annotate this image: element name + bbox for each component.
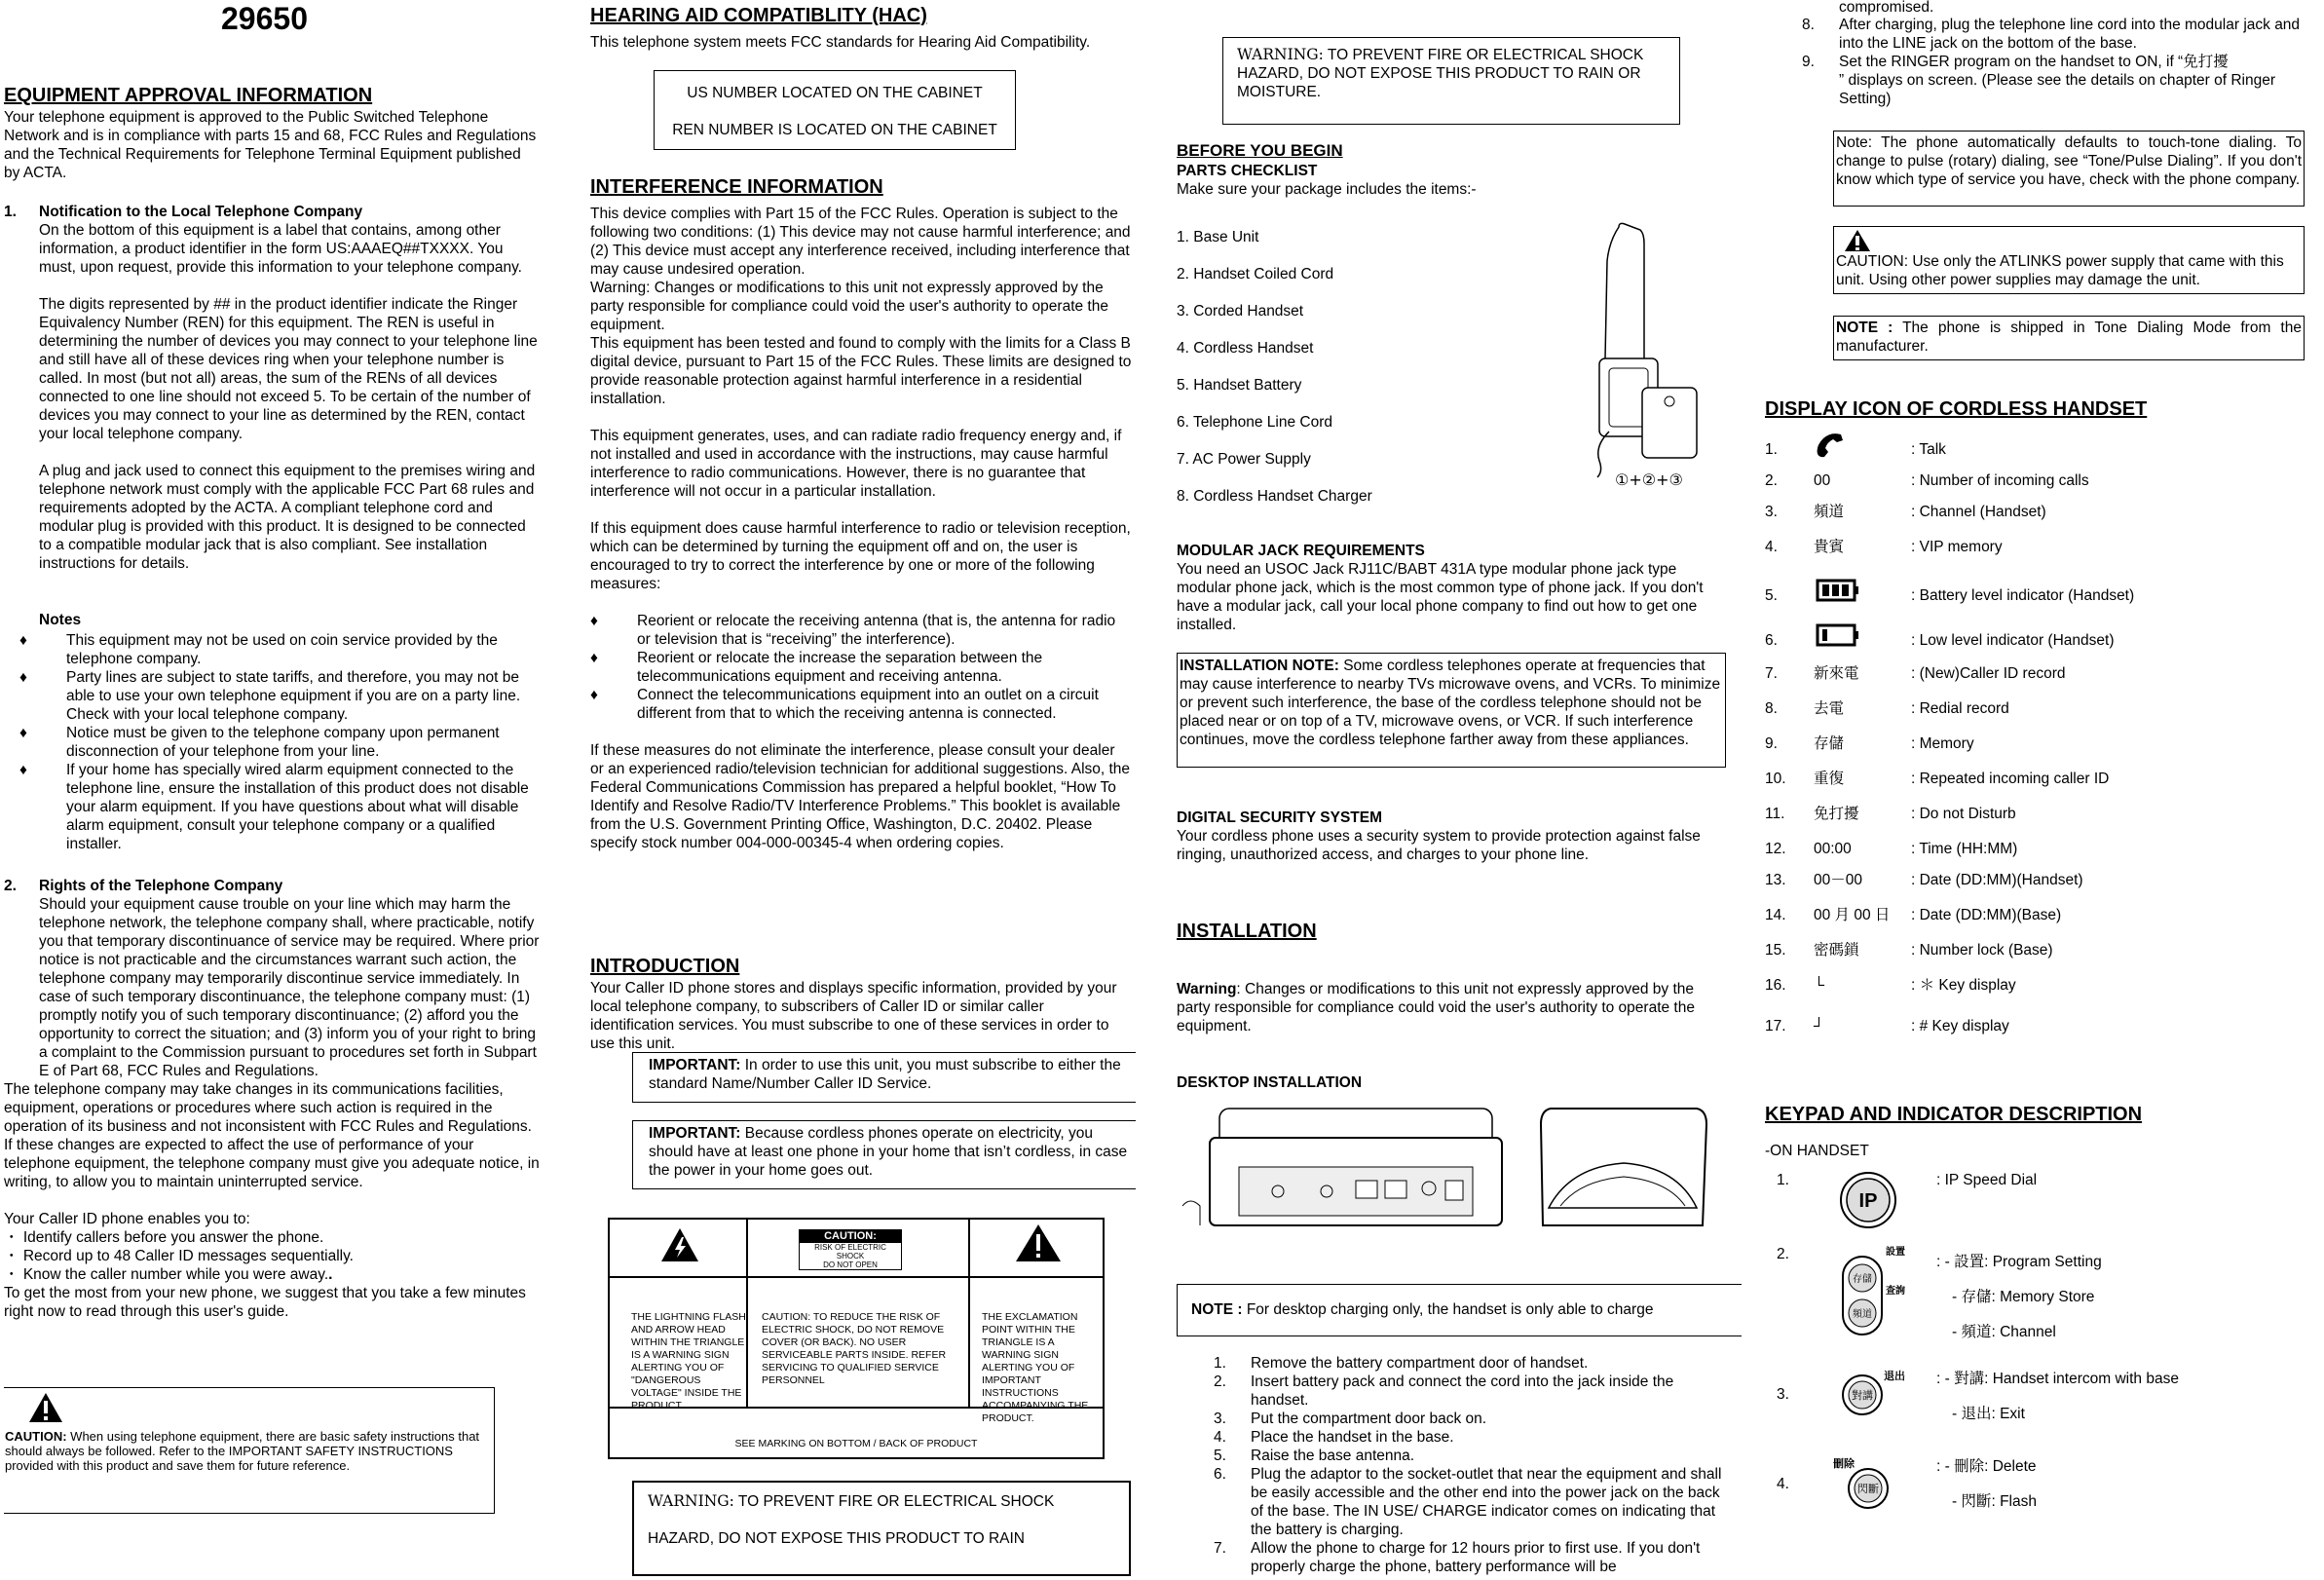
keypad-item-desc: : - 對講: Handset intercom with base - 退出: Exit: [1936, 1371, 2179, 1422]
notification-p2: The digits represented by ## in the product identifier indicate the Ringer Equivalency Number (REN) for this equipment. The REN is useful in determining the number of devices you may connect to your telephone line and still have all of these devices ring when your telephone number is called. In most (but not all) areas, the sum of the RENs of all devices connected to one line should not exceed 5. To be certain of the number of devices you may connect to your line as determined by the REN, contact your local telephone company.: [39, 296, 538, 442]
marking-note: SEE MARKING ON BOTTOM / BACK OF PRODUCT: [734, 1438, 978, 1449]
list-item: 6. : Low level indicator (Handset): [1765, 631, 2310, 657]
parts-list: [1177, 228, 1372, 524]
modular-jack-title: MODULAR JACK REQUIREMENTS: [1177, 543, 1425, 559]
list-item: 5. Raise the base antenna.: [1214, 1448, 1415, 1464]
notification-title: Notification to the Local Telephone Company: [39, 204, 363, 220]
list-item: 7. 新來電 : (New)Caller ID record: [1765, 665, 2066, 682]
ren-number-label: REN NUMBER IS LOCATED ON THE CABINET: [672, 122, 997, 138]
exclamation-explanation: THE EXCLAMATION POINT WITHIN THE TRIANGLE IS A WARNING SIGN ALERTING YOU OF IMPORTANT INSTRUCTIONS ACCOMPANYING THE PRODUCT.: [982, 1311, 1089, 1424]
list-item: 2. Insert battery pack and connect the cord into the jack inside the handset.: [1214, 1373, 1674, 1409]
notes-title: Notes: [39, 612, 82, 628]
list-item: ♦ Reorient or relocate the receiving antenna (that is, the antenna for radio or television that is “receiving” the interference).: [590, 613, 1116, 648]
notes-list: [4, 631, 542, 853]
list-item: 1. Remove the battery compartment door of handset.: [1214, 1355, 1589, 1372]
svg-text:對講: 對講: [1852, 1389, 1873, 1402]
hac-heading: HEARING AID COMPATIBLITY (HAC): [590, 5, 927, 26]
number-location-box: [654, 70, 1016, 150]
list-item: 2. Handset Coiled Cord: [1177, 266, 1334, 282]
memory-channel-button: [1839, 1245, 1921, 1342]
digital-security-title: DIGITAL SECURITY SYSTEM: [1177, 809, 1382, 826]
parts-checklist-title: PARTS CHECKLIST: [1177, 163, 1318, 179]
svg-text:①+②+③: ①+②+③: [1615, 470, 1683, 487]
list-item: 17. ┘ : # Key display: [1765, 1018, 2009, 1035]
before-you-begin-heading: BEFORE YOU BEGIN: [1177, 141, 1343, 160]
column-1: [4, 0, 542, 1580]
list-item: 3. Put the compartment door back on.: [1214, 1411, 1487, 1427]
list-item: 10. 重復 : Repeated incoming caller ID: [1765, 771, 2110, 787]
list-item: ♦ This equipment may not be used on coin service provided by the telephone company.: [19, 632, 498, 667]
keypad-item-desc: : - 設置: Program Setting - 存儲: Memory Store - 頻道: Channel: [1936, 1254, 2102, 1340]
notification-section: [4, 203, 542, 573]
list-item: 6. Plug the adaptor to the socket-outlet that near the equipment and shall be easily accessible and the other end into the power jack on the back of the base. The IN USE/ CHARGE indicator comes on indicating that the battery is charging.: [1214, 1466, 1722, 1538]
keypad-item-number: 3.: [1777, 1386, 1789, 1403]
list-item: 5. : Battery level indicator (Handset): [1765, 586, 2310, 612]
important-box-2: IMPORTANT: Because cordless phones operate on electricity, you should have at least one phone in your home that isn’t cordless, in case the power in your home goes out.: [632, 1120, 1136, 1189]
step-continued: compromised.: [1839, 0, 1934, 16]
list-item: 1. Base Unit: [1177, 229, 1259, 245]
warning-icon: [28, 1392, 63, 1423]
caution-box: CAUTION: When using telephone equipment, there are basic safety instructions that should always be followed. Refer to the IMPORTANT SAFETY INSTRUCTIONS provided with this product and save them for future reference.: [4, 1387, 495, 1514]
talk-icon: [1814, 433, 1849, 460]
list-item: 3. Corded Handset: [1177, 303, 1304, 320]
rights-p1: Should your equipment cause trouble on your line which may harm the telephone network, the telephone company shall, where practicable, notify you that temporary discontinuance of service may be required. Where prior notice is not practicable and the circumstances warrant such action, the telephone company may temporarily discontinue service immediately. In case of such temporary discontinuance, the telephone company must: (1) promptly notify you of such temporary discontinuance; (2) afford you the opportunity to correct the situation; and (3) inform you of your right to bring a complaint to the Commission pursuant to procedures set forth in Subpart E of Part 68, FCC Rules and Regulations.: [39, 896, 540, 1079]
list-item: 8. Cordless Handset Charger: [1177, 488, 1372, 505]
tone-mode-note-box: NOTE : The phone is shipped in Tone Dialing Mode from the manufacturer.: [1833, 316, 2305, 360]
power-caution-text: CAUTION: Use only the ATLINKS power supply that came with this unit. Using other power supplies may damage the unit.: [1836, 253, 2284, 288]
list-item: 4. 貴賓 : VIP memory: [1765, 539, 2003, 555]
caution-text: When using telephone equipment, there are basic safety instructions that should always be followed. Refer to the IMPORTANT SAFETY INSTRUCTIONS provided with this product and save them for future reference.: [5, 1429, 480, 1473]
warning-box: WARNING: TO PREVENT FIRE OR ELECTRICAL SHOCK HAZARD, DO NOT EXPOSE THIS PRODUCT TO RAIN OR MOISTURE.: [1222, 37, 1680, 125]
warning-icon: [1844, 229, 1871, 252]
svg-text:頻道: 頻道: [1853, 1309, 1872, 1320]
caution-explanation: CAUTION: TO REDUCE THE RISK OF ELECTRIC SHOCK, DO NOT REMOVE COVER (OR BACK). NO USER SERVICEABLE PARTS INSIDE. REFER SERVICING TO QUALIFIED SERVICE PERSONNEL: [762, 1311, 947, 1386]
desktop-note-box: NOTE : For desktop charging only, the handset is only able to charge: [1177, 1284, 1742, 1336]
power-caution-box: [1833, 226, 2305, 294]
equipment-intro: Your telephone equipment is approved to the Public Switched Telephone Network and is in compliance with parts 15 and 68, FCC Rules and Regulations and the Technical Requirements for Telephone Terminal Equipment published by ACTA.: [4, 109, 537, 181]
installation-steps: [1177, 1354, 1722, 1576]
list-item: ・ Record up to 48 Caller ID messages sequentially.: [4, 1248, 354, 1264]
list-item: 1. : Talk: [1765, 440, 2310, 466]
battery-low-icon: [1814, 621, 1860, 649]
keypad-item-number: 1.: [1777, 1172, 1789, 1188]
ip-speed-dial-button: [1839, 1171, 1897, 1229]
interference-warning: Warning: Changes or modifications to this unit not expressly approved by the party responsible for compliance could void the user's authority to operate the equipment.: [590, 280, 1108, 333]
installation-note-box: INSTALLATION NOTE: Some cordless telephones operate at frequencies that may cause interference to nearby TVs microwave ovens, and VCRs. To minimize or prevent such interference, the base of the cordless telephone should not be placed near or on top of a TV, microwave ovens, or VCR. If such interference continues, move the cordless telephone farther away from these appliances.: [1177, 653, 1726, 768]
column-3: [1177, 0, 1742, 1580]
installation-warning: Warning: Changes or modifications to this unit not expressly approved by the party responsible for compliance could void the user's authority to operate the equipment.: [1177, 981, 1695, 1035]
list-item: 9. Set the RINGER program on the handset to ON, if “免打擾 ” displays on screen. (Please see the details on chapter of Ringer Setting): [1802, 54, 2276, 107]
list-item: 12. 00:00 : Time (HH:MM): [1765, 841, 2018, 857]
modular-jack-text: You need an USOC Jack RJ11C/BABT 431A type modular phone jack type modular phone jack, which is the most common type of phone jack. If you don't have a modular jack, call your local phone company to find out how to get one installed.: [1177, 561, 1704, 633]
section-number: 1.: [4, 204, 17, 220]
list-item: 8. 去電 : Redial record: [1765, 700, 2009, 717]
list-item: 15. 密碼鎖 : Number lock (Base): [1765, 942, 2053, 959]
rights-title: Rights of the Telephone Company: [39, 878, 283, 894]
desktop-installation-title: DESKTOP INSTALLATION: [1177, 1074, 1363, 1091]
parts-intro: Make sure your package includes the items:-: [1177, 181, 1477, 198]
list-item: 8. After charging, plug the telephone line cord into the modular jack and into the LINE jack on the bottom of the base.: [1802, 17, 2301, 52]
list-item: 4. Place the handset in the base.: [1214, 1429, 1454, 1446]
interference-body: This device complies with Part 15 of the FCC Rules. Operation is subject to the following two conditions: (1) This device may not cause harmful interference; and (2) This device must accept any interference received, including interference that may cause undesired operation. Warning: Changes or modifications to this unit not expressly approved by the party responsible for compliance could void the user's authority to operate the equipment. This equipment has been tested and found to comply with the limits for a Class B digital device, pursuant to Part 15 of the FCC Rules. These limits are designed to provide reasonable protection against harmful interference in a residential installation. This equipment generates, uses, and can radiate radio frequency energy and, if not installed and used in accordance with the instructions, may cause harmful interference to radio communications. However, there is no guarantee that interference will not occur in a particular installation. If this equipment does cause harmful interference to radio or television reception, which can be determined by turning the equipment off and on, the user is encouraged to try to correct the interference by one or more of the following measures: ♦ Reorient or relocate the receiving antenna (that is, the antenna for radio or television that is “receiving” the interference). ♦ Reorient or relocate the increase the separation between the telecommunications equipment and receiving antenna. ♦ Connect the telecommunications equipment into an outlet on a circuit different from that to which the receiving antenna is connected. If these measures do not eliminate the interference, please consult your dealer or an experienced radio/television technician for additional suggestions. Also, the Federal Communications Commission has prepared a helpful booklet, “How To Identify and Resolve Radio/TV Interference Problems.” This booklet is available from the U.S. Government Printing Office, Washington, D.C. 20402. Please specify stock number 004-000-00345-4 when ordering copies.: [590, 205, 1132, 852]
keypad-item-number: 4.: [1777, 1476, 1789, 1492]
list-item: 7. Allow the phone to charge for 12 hours prior to first use. If you don't properly charge the phone, battery performance will be: [1214, 1540, 1701, 1575]
exclamation-warning-icon: [1015, 1223, 1062, 1262]
keypad-item-desc: : IP Speed Dial: [1936, 1172, 2038, 1188]
display-icon-heading: DISPLAY ICON OF CORDLESS HANDSET: [1765, 398, 2148, 420]
svg-text:IP: IP: [1858, 1190, 1878, 1212]
delete-flash-button: [1827, 1453, 1905, 1510]
tone-dialing-note-box: Note: The phone automatically defaults to touch-tone dialing. To change to pulse (rotary) dialing, see “Tone/Pulse Dialing”. If you don't know which type of service you have, check with the phone company.: [1833, 131, 2305, 207]
phone-parts-illustration: [1590, 222, 1706, 487]
important-box-1: IMPORTANT: In order to use this unit, you must subscribe to either the standard Name/Number Caller ID Service.: [632, 1052, 1136, 1103]
list-item: ♦ Notice must be given to the telephone company upon permanent disconnection of your telephone from your line.: [19, 725, 500, 760]
lightning-explanation: THE LIGHTNING FLASH AND ARROW HEAD WITHIN THE TRIANGLE IS A WARNING SIGN ALERTING YOU OF "DANGEROUS VOLTAGE" INSIDE THE PRODUCT.: [631, 1311, 746, 1411]
list-item: ♦ Party lines are subject to state tariffs, and therefore, you may not be able to use your own telephone equipment if you are on a party line. Check with your local telephone company.: [19, 669, 521, 723]
list-item: 7. AC Power Supply: [1177, 451, 1311, 468]
base-unit-illustration: [1181, 1099, 1712, 1249]
list-item: ♦ If your home has specially wired alarm equipment connected to the telephone line, ensure the installation of this product does not disable your alarm equipment. If you have questions about what will disable alarm equipment, consult your telephone company or a qualified installer.: [19, 762, 529, 852]
list-item: 13. 00－00 : Date (DD:MM)(Handset): [1765, 872, 2083, 888]
list-item: 2. 00 : Number of incoming calls: [1765, 472, 2089, 489]
list-item: 4. Cordless Handset: [1177, 340, 1314, 357]
list-item: 5. Handset Battery: [1177, 377, 1302, 394]
digital-security-text: Your cordless phone uses a security system to provide protection against false ringing, unauthorized access, and charges to your phone line.: [1177, 828, 1701, 863]
column-2: [590, 0, 1136, 1580]
column-4: [1765, 0, 2310, 1580]
keypad-subheading: -ON HANDSET: [1765, 1143, 1869, 1159]
keypad-item-number: 2.: [1777, 1246, 1789, 1262]
safety-table: [608, 1218, 1105, 1459]
list-item: 14. 00 月 00 日 : Date (DD:MM)(Base): [1765, 907, 2062, 923]
caller-id-intro: Your Caller ID phone enables you to:: [4, 1211, 250, 1227]
introduction-heading: INTRODUCTION: [590, 956, 740, 977]
hac-text: This telephone system meets FCC standards for Hearing Aid Compatibility.: [590, 34, 1091, 51]
list-item: 16. └ : ＊ Key display: [1765, 977, 2016, 994]
keypad-heading: KEYPAD AND INDICATOR DESCRIPTION: [1765, 1104, 2143, 1125]
list-item: ♦ Reorient or relocate the increase the separation between the telecommunications equipment and receiving antenna.: [590, 650, 1043, 685]
list-item: ♦ Connect the telecommunications equipment into an outlet on a circuit different from that to which the receiving antenna is connected.: [590, 687, 1099, 722]
warning-box: WARNING: TO PREVENT FIRE OR ELECTRICAL SHOCK HAZARD, DO NOT EXPOSE THIS PRODUCT TO RAIN: [632, 1481, 1131, 1576]
caution-badge: CAUTION: RISK OF ELECTRIC SHOCK DO NOT OPEN: [799, 1229, 902, 1270]
svg-text:刪除: 刪除: [1833, 1457, 1855, 1470]
svg-text:查詢: 查詢: [1886, 1286, 1905, 1297]
interference-heading: INTERFERENCE INFORMATION: [590, 176, 883, 198]
model-number: 29650: [221, 1, 308, 36]
rights-section: 2. Rights of the Telephone Company Should your equipment cause trouble on your line which may harm the telephone network, the telephone company shall, where practicable, notify you that temporary discontinuance of service may be required. Where prior notice is not practicable and the circumstances warrant such action, the telephone company may temporarily discontinue service immediately. In case of such temporary discontinuance, the telephone company must: (1) promptly notify you of such temporary discontinuance; (2) afford you the opportunity to correct the situation; and (3) inform you of your right to bring a complaint to the Commission pursuant to procedures set forth in Subpart E of Part 68, FCC Rules and Regulations. The telephone company may take changes in its communications facilities, equipment, operations or procedures where such action is required in the operation of its business and not inconsistent with FCC Rules and Regulations. If these changes are expected to affect the use of performance of your telephone equipment, the telephone company must give you adequate notice, in writing, to allow you to maintain uninterrupted service. Your Caller ID phone enables you to: ・ Identify callers before you answer the phone. ・ Record up to 48 Caller ID messages sequentially. ・ Know the caller number while you were away.. To get the most from your new phone, we suggest that you take a few minutes right now to read through this user's guide.: [4, 877, 542, 1321]
lightning-warning-icon: [660, 1227, 699, 1262]
intercom-button: [1839, 1368, 1917, 1416]
svg-text:退出: 退出: [1884, 1370, 1905, 1382]
installation-steps-continued: [1765, 16, 2310, 108]
svg-text:設置: 設置: [1886, 1247, 1905, 1258]
list-item: 3. 頻道 : Channel (Handset): [1765, 504, 2046, 520]
caller-id-outro: To get the most from your new phone, we suggest that you take a few minutes right now to read through this user's guide.: [4, 1285, 526, 1320]
keypad-item-desc: : - 刪除: Delete - 閃斷: Flash: [1936, 1458, 2037, 1510]
rights-p2: The telephone company may take changes in its communications facilities, equipment, operations or procedures where such action is required in the operation of its business and not inconsistent with FCC Rules and Regulations. If these changes are expected to affect the use of performance of your telephone equipment, the telephone company must give you adequate notice, in writing, to allow you to maintain uninterrupted service.: [4, 1081, 540, 1190]
battery-full-icon: [1814, 577, 1860, 604]
us-number-label: US NUMBER LOCATED ON THE CABINET: [687, 85, 983, 101]
svg-text:閃斷: 閃斷: [1857, 1483, 1879, 1495]
list-item: 6. Telephone Line Cord: [1177, 414, 1333, 431]
equipment-approval-heading: EQUIPMENT APPROVAL INFORMATION: [4, 85, 373, 106]
introduction-text: Your Caller ID phone stores and displays specific information, provided by your local telephone company, to subscribers of Caller ID or similar caller identification services. You must subscribe to one of these services in order to use this unit.: [590, 980, 1117, 1052]
list-item: ・ Identify callers before you answer the phone.: [4, 1229, 324, 1246]
list-item: 9. 存儲 : Memory: [1765, 735, 1974, 752]
list-item: 11. 免打擾 : Do not Disturb: [1765, 806, 2016, 822]
list-item: ・ Know the caller number while you were away..: [4, 1266, 333, 1283]
display-icon-list: [1765, 438, 2310, 1042]
svg-text:存儲: 存儲: [1853, 1274, 1872, 1285]
notification-p3: A plug and jack used to connect this equipment to the premises wiring and telephone network must comply with the applicable FCC Part 68 rules and requirements adopted by the ACTA. A compliant telephone cord and modular plug is provided with this product. It is designed to be connected to a compatible modular jack that is also compliant. See installation instructions for details.: [39, 463, 536, 572]
installation-heading: INSTALLATION: [1177, 921, 1317, 942]
notification-p1: On the bottom of this equipment is a label that contains, among other information, a product identifier in the form US:AAAEQ##TXXXX. You must, upon request, provide this information to your telephone company.: [39, 222, 522, 276]
